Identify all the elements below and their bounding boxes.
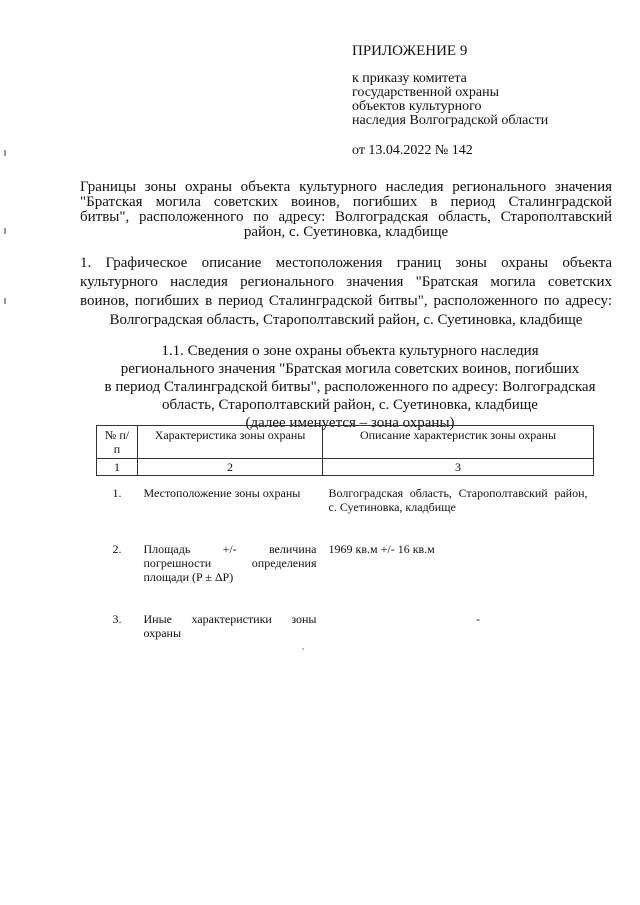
scan-edge-mark [4,150,6,156]
section-1-1-line: в период Сталинградской битвы", расположенного по адресу: Волгоградская [104,379,596,395]
row-description [323,602,594,658]
row-number: 2. [112,542,122,556]
row-characteristic: Иные характеристики зоны охраны [143,612,317,640]
index-cell: 1 [97,459,138,476]
appendix-line: объектов культурного [352,99,482,114]
document-title [80,180,612,240]
scan-dot [302,648,304,650]
header-description: Описание характеристик зоны охраны [323,426,594,459]
section-1-1-line: (далее именуется – зона охраны) [245,415,455,431]
section-1-1-line: регионального значения "Братская могила советских воинов, погибших [120,361,580,377]
scan-edge-mark [4,228,6,234]
row-characteristic: Местоположение зоны охраны [143,486,301,500]
table-header-row [97,426,594,459]
row-number: 1. [112,486,122,500]
title-line: "Братская могила советских воинов, погибших в период Сталинградской [80,194,612,210]
scan-edge-mark [4,298,6,304]
section-1-line: воинов, погибших в период Сталинградской битвы", расположенного по адресу: [80,293,612,309]
header-characteristic: Характеристика зоны охраны [138,426,323,459]
title-line: Границы зоны охраны объекта культурного наследия регионального значения [80,179,612,195]
appendix-date: от 13.04.2022 № 142 [352,143,473,158]
header-number: № п/п [97,426,138,459]
appendix-line: государственной охраны [352,85,500,100]
table-row [97,532,594,602]
appendix-line: к приказу комитета [352,71,467,86]
table-row [97,476,594,533]
title-line: район, с. Суетиновка, кладбище [243,224,449,240]
section-1-line: культурного наследия регионального значения "Братская могила советских [80,274,612,290]
section-1-1-line: область, Старополтавский район, с. Суетиновка, кладбище [162,397,538,413]
row-number: 3. [112,612,122,626]
appendix-line: наследия Волгоградской области [352,113,549,128]
section-1-line: Волгоградская область, Старополтавский район, с. Суетиновка, кладбище [109,312,583,328]
appendix-block [352,44,612,158]
appendix-heading: ПРИЛОЖЕНИЕ 9 [352,43,468,59]
row-description: Волгоградская область, Старополтавский район, с. Суетиновка, кладбище [328,486,588,514]
index-cell: 3 [323,459,594,476]
title-line: битвы", расположенного по адресу: Волгоградская область, Старополтавский [80,209,612,225]
zone-characteristics-table [96,425,594,658]
row-characteristic: Площадь +/- величина погрешности определения площади (P ± ΔP) [143,542,317,584]
section-1-line: 1. Графическое описание местоположения границ зоны охраны объекта [80,255,612,271]
section-1-1-line: 1.1. Сведения о зоне охраны объекта культурного наследия [161,343,539,359]
section-1-paragraph [80,254,612,330]
empty-value-dash: - [476,612,480,626]
row-description: 1969 кв.м +/- 16 кв.м [328,542,435,556]
table-index-row [97,459,594,476]
index-cell: 2 [138,459,323,476]
section-1-1-heading [90,342,610,432]
table-row [97,602,594,658]
